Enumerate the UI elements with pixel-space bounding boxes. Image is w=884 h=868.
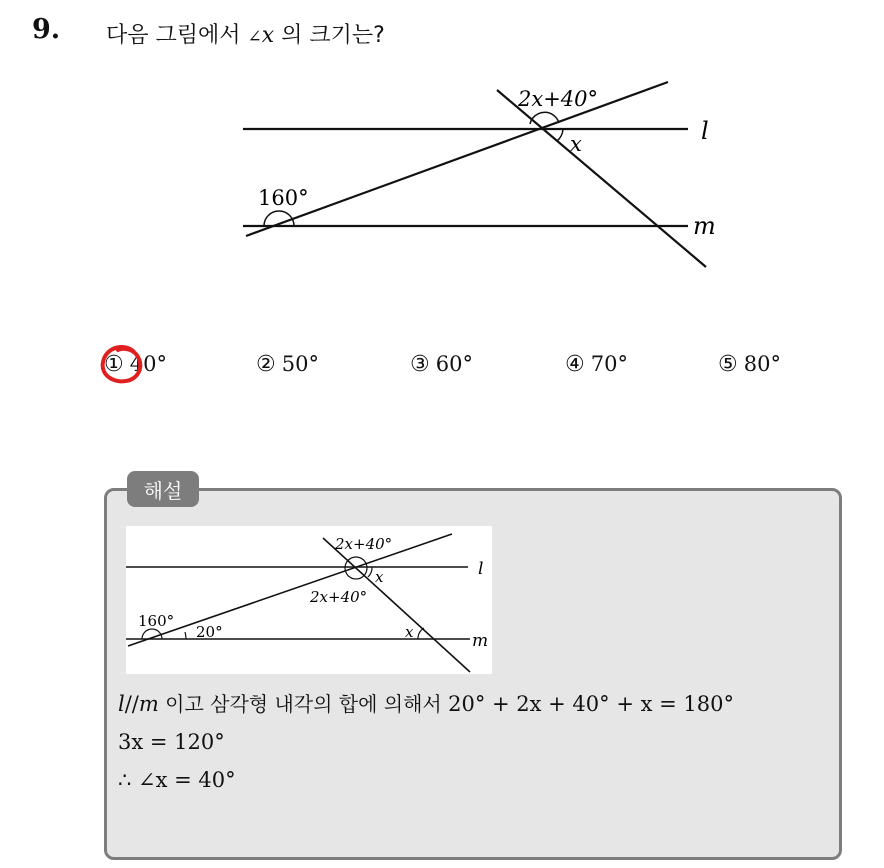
- question-text-before: 다음 그림에서: [106, 23, 248, 48]
- choice-3-value: 60°: [435, 352, 473, 376]
- sol-label-160: 160°: [138, 612, 175, 630]
- label-2x-40: 2x+40°: [518, 87, 599, 111]
- choice-1-number: ①: [104, 352, 124, 377]
- choice-4-value: 70°: [590, 352, 628, 376]
- sol-var-l: l: [118, 692, 125, 716]
- sol-label-l: l: [478, 559, 484, 579]
- sol-label-mid: 2x+40°: [310, 588, 368, 606]
- solution-line-2: 3x = 120°: [118, 730, 225, 754]
- sol-line1-eq: 20° + 2x + 40° + x = 180°: [448, 692, 734, 716]
- sol-arc-x: [368, 567, 372, 577]
- sol-label-x: x: [375, 568, 384, 586]
- choice-3-number: ③: [410, 352, 430, 377]
- label-l: l: [701, 117, 709, 145]
- choice-5-number: ⑤: [718, 352, 738, 377]
- choice-2-number: ②: [256, 352, 276, 377]
- solution-label: 해설: [127, 471, 199, 507]
- label-x: x: [570, 132, 582, 156]
- choice-1-value: 40°: [129, 352, 167, 376]
- angle-symbol: ∠: [247, 27, 262, 47]
- label-160: 160°: [258, 186, 309, 210]
- sol-line1-text: 이고 삼각형 내각의 합에 의해서: [158, 692, 449, 716]
- sol-label-xb: x: [405, 623, 414, 641]
- sol-var-m: m: [138, 692, 159, 716]
- label-m: m: [693, 212, 716, 240]
- sol-parallel: //: [124, 692, 139, 716]
- sol-arc-20: [185, 632, 186, 639]
- sol-transversal-1: [128, 534, 452, 646]
- sol-label-20: 20°: [196, 623, 223, 641]
- question-variable: x: [261, 23, 275, 48]
- choice-4-number: ④: [565, 352, 585, 377]
- question-text-after: 의 크기는?: [274, 23, 385, 48]
- choice-5-value: 80°: [743, 352, 781, 376]
- sol-label-m: m: [472, 631, 489, 651]
- sol-label-top: 2x+40°: [335, 535, 393, 553]
- solution-line-1: [118, 688, 734, 717]
- question-number: 9.: [32, 14, 61, 45]
- choice-2-value: 50°: [281, 352, 319, 376]
- solution-line-3: ∴ ∠x = 40°: [118, 768, 236, 792]
